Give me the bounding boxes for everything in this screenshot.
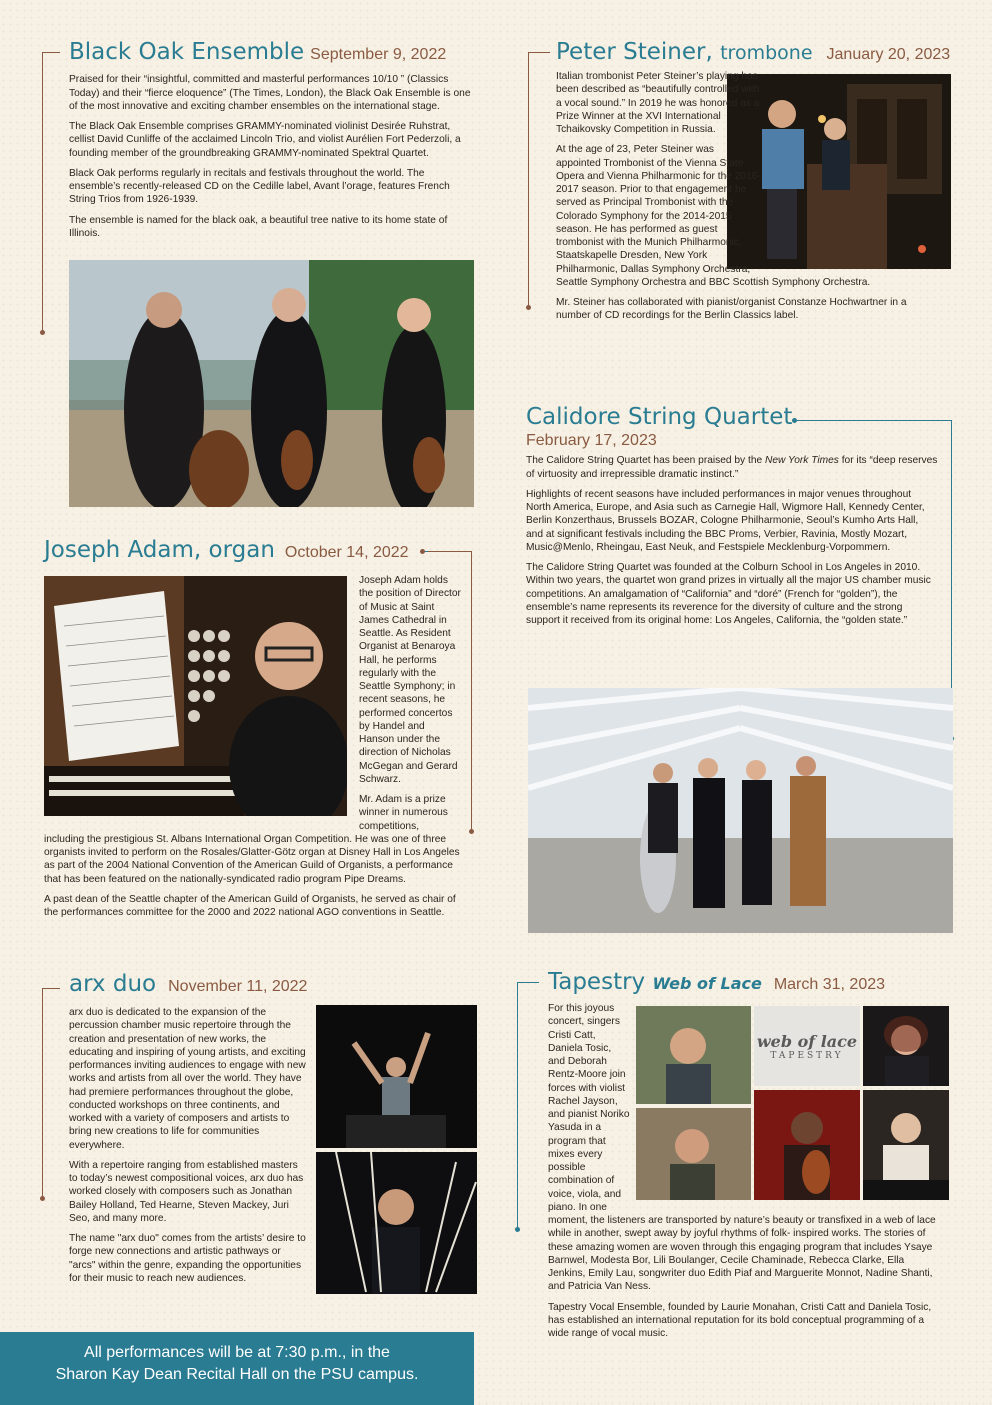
peter-steiner-date: January 20, 2023 [826, 46, 951, 63]
joseph-adam-title: Joseph Adam, organ October 14, 2022 [44, 537, 409, 563]
black-oak-photo [69, 260, 474, 507]
peter-steiner-para-2: At the age of 23, Peter Steiner was appointed Trombonist of the Vienna State Opera and Vienna Philharmonic for the 2016-2017 season. Prior to that engagement he served as Principal Trombonist with the Colorado Symphony for the 2014-2015 season. He has performed as guest trombonist with the Munich Philharmonic, Staatskapelle Dresden, New York Philharmonic, Dallas Symphony Orchestra, Seattle Symphony Orchestra and BBC Scottish Symphony Orchestra. [556, 144, 871, 288]
joseph-adam-body [44, 574, 462, 926]
tapestry-logo: web of lace TAPESTRY [754, 1006, 860, 1086]
calidore-date: February 17, 2023 [526, 432, 657, 450]
arx-duo-para-2: With a repertoire ranging from established masters to today’s newest compositional voices, arx duo has worked closely with composers such as Jonathan Bailey Holland, Ted Hearne, Steven Mackey, Juri Seo, and many more. [69, 1159, 304, 1224]
joseph-adam-para-3: A past dean of the Seattle chapter of the American Guild of Organists, he served as chair of the performances committee for the 2000 and 2022 national AGO conventions in Seattle. [44, 893, 456, 918]
peter-steiner-title: Peter Steiner, trombone January 20, 2023 [556, 39, 951, 65]
calidore-para-1: The Calidore String Quartet has been praised by the New York Times for its “deep reserves of virtuosity and irrepressible dramatic instinct.” [526, 455, 938, 480]
tapestry-body [548, 1002, 940, 1347]
black-oak-para-1: Praised for their “insightful, committed and masterful performances 10/10 ” (Classics Today) and their “fierce eloquence” (The Times, London), the Black Oak Ensemble is one of the most innovative and exciting chamber ensembles on the international stage. [69, 74, 471, 112]
black-oak-date: September 9, 2022 [310, 46, 447, 63]
black-oak-section [69, 40, 474, 247]
arx-duo-para-3: The name "arx duo" comes from the artists’ desire to forge new connections and artistic pathways or "arcs" within the genre, expanding the opportunities for their music to reach new audiences. [69, 1233, 306, 1284]
calidore-title: Calidore String Quartet [526, 404, 793, 430]
peter-steiner-para-1: Italian trombonist Peter Steiner’s playing has been described as “beautifully controlled with a vocal sound.” In 2019 he was honored as a Prize Winner at the XVI International Tchaikovsky Competition in Russia. [556, 71, 760, 135]
tapestry-date: March 31, 2023 [773, 976, 886, 993]
performance-info-line-2: Sharon Kay Dean Recital Hall on the PSU campus. [55, 1365, 419, 1383]
arx-duo-photo-top [316, 1005, 477, 1148]
black-oak-title: Black Oak Ensemble September 9, 2022 [69, 39, 447, 65]
arx-duo-title: arx duo November 11, 2022 [69, 971, 308, 997]
tapestry-para-1: For this joyous concert, singers Cristi Catt, Daniela Tosic, and Deborah Rentz-Moore join forces with violist Rachel Jayson, and pianist Noriko Yasuda in a program that mixes every possible combination of voice, viola, and piano. In one moment, the listeners are transported by nature’s beauty or transfixed in a web of lace while in another, swept away by joyful rhythms of folk- inspired works. The stories of these amazing women are woven through this engaging program that includes Ysaye Barnwel, Modesta Bor, Lili Boulanger, Cecile Chaminade, Rebecca Clarke, Ella Jenkins, Emily Lau, songwriter duo Edith Piaf and Marguerite Monnot, Nadine Shanti, and Patricia Van Ness. [548, 1003, 936, 1293]
tapestry-title: Tapestry Web of Lace March 31, 2023 [548, 969, 886, 995]
arx-duo-heading [69, 972, 469, 997]
black-oak-para-3: Black Oak performs regularly in recitals and festivals throughout the world. The ensemble’s recently-released CD on the Cedille label, Avant l’orage, features French String Trios from 1926-1939. [69, 167, 450, 206]
peter-steiner-body [556, 70, 939, 330]
calidore-para-3: The Calidore String Quartet was founded at the Colburn School in Los Angeles in 2010. Within two years, the quartet won grand prizes in virtually all the major US chamber music competitions. An amalgamation of “California” and “doré” (French for “golden”), the ensemble’s name represents its reverence for the diversity of culture and the strong support it received from its original home: Los Angeles, California, the “golden state.” [526, 562, 931, 627]
arx-duo-photo-bottom [316, 1152, 477, 1294]
joseph-adam-date: October 14, 2022 [284, 544, 409, 561]
joseph-adam-para-1: Joseph Adam holds the position of Director of Music at Saint James Cathedral in Seattle. As Resident Organist at Benaroya Hall, he performs regularly with the Seattle Symphony; in recent seasons, he performed concertos by Handel and Hanson under the direction of Nicholas McGegan and Gerard Schwarz. [359, 575, 461, 785]
peter-steiner-para-3: Mr. Steiner has collaborated with pianist/organist Constanze Hochwartner in a number of CD recordings for the Berlin Classics label. [556, 297, 907, 322]
peter-steiner-heading [556, 40, 956, 65]
tapestry-heading [548, 970, 948, 995]
calidore-photo [528, 688, 953, 933]
black-oak-para-4: The ensemble is named for the black oak, a beautiful tree native to its home state of Illinois. [69, 214, 448, 239]
joseph-adam-para-2: Mr. Adam is a prize winner in numerous competitions, including the prestigious St. Albans International Organ Competition. He was one of three organists invited to perform on the Rosales/Glatter-Götz organ at Disney Hall in Los Angeles as part of the 2004 National Convention of the American Guild of Organists, a performance that has been featured on the nationally-syndicated radio program Pipe Dreams. [44, 794, 460, 885]
arx-duo-para-1: arx duo is dedicated to the expansion of the percussion chamber music repertoire through the creation and presentation of new works, the educating and inspiring of young artists, and exciting performances inviting audiences to engage with new works and artists from all over the world. They have had premiere performances throughout the globe, conducted workshops on three continents, and worked with a variety of composers and artists to bring new creations to life for communities everywhere. [69, 1007, 306, 1151]
joseph-adam-heading [44, 538, 424, 563]
calidore-para-2: Highlights of recent seasons have included performances in major venues throughout North America, Europe, and Asia such as Carnegie Hall, Wigmore Hall, Kennedy Center, Berlin Konzerthaus, Brussels BOZAR, Cologne Philharmonie, Seoul’s Kumho Arts Hall, and at significant festivals including the BBC Proms, Verbier, Ravinia, Mostly Mozart, Music@Menlo, Rheingau, East Neuk, and Festspiele Mecklenburg-Vorpommern. [526, 488, 925, 553]
arx-duo-date: November 11, 2022 [168, 978, 308, 995]
calidore-section [526, 405, 938, 634]
performance-info-line-1: All performances will be at 7:30 p.m., in the [84, 1344, 390, 1361]
tapestry-para-2: Tapestry Vocal Ensemble, founded by Laurie Monahan, Cristi Catt and Daniela Tosic, has established an international reputation for its bold conceptual programming of a wide range of vocal music. [548, 1301, 932, 1339]
arx-duo-body [69, 1006, 309, 1292]
black-oak-para-2: The Black Oak Ensemble comprises GRAMMY-nominated violinist Desirée Ruhstrat, cellist David Cunliffe of the acclaimed Lincoln Trio, and violist Aurélien Fort Pederzoli, a founding member of the groundbreaking GRAMMY-nominated Spektral Quartet. [69, 121, 461, 159]
performance-info-banner [0, 1332, 474, 1405]
